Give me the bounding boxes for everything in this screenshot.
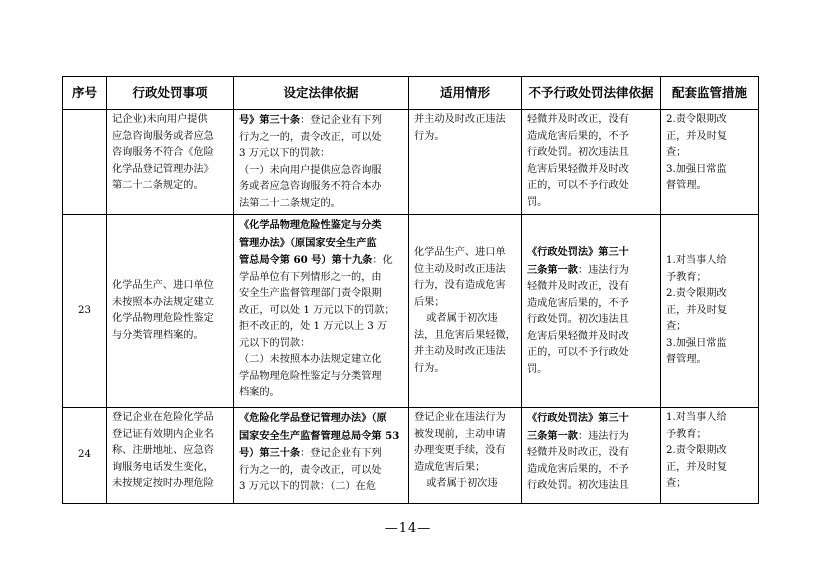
line-text: 行政处罚。初次违法且 — [527, 147, 629, 158]
cell-line — [527, 410, 656, 428]
cell-line — [414, 129, 517, 146]
cell-line — [239, 336, 404, 353]
line-text: 行为，没有造成危害 — [414, 280, 506, 291]
table-header-row — [63, 77, 759, 110]
cell-line — [239, 286, 404, 303]
cell-line — [239, 369, 404, 386]
cell-line: 未按照本办法规定建立 — [112, 296, 214, 308]
cell-line — [527, 195, 656, 212]
row-measures — [661, 110, 758, 197]
cell-line — [239, 163, 404, 180]
bold-text: 三条第一款 — [527, 429, 578, 442]
line-text: 法，且危害后果轻微， — [414, 329, 516, 341]
cell-line — [414, 410, 517, 427]
line-text: （二）未按照本办法规定建立化 — [239, 354, 382, 365]
cell-line — [239, 252, 404, 270]
cell-line — [414, 311, 517, 328]
page-number: —14— — [384, 521, 432, 536]
line-text: 法第二十二条规定的。 — [239, 197, 341, 209]
line-text: 学品物理危险性鉴定与分类管理 — [239, 370, 382, 382]
line-text: 档案的。 — [239, 387, 280, 398]
row-number — [63, 110, 107, 215]
cell-line: 登记证有效期内企业名 — [112, 428, 214, 440]
row-situation — [409, 243, 521, 379]
cell-line: 查； — [666, 147, 687, 158]
line-text: ：违法行为 — [577, 264, 629, 276]
row-item — [107, 276, 233, 346]
line-text: 后果； — [414, 296, 445, 308]
line-text: ：违法行为 — [577, 430, 629, 442]
row-basis-cell — [234, 408, 409, 504]
table-row — [63, 408, 759, 504]
row-item — [107, 408, 233, 495]
row-situation — [409, 110, 521, 147]
cell-line: 2.责令限期改 — [666, 114, 727, 125]
row-item-cell — [107, 215, 234, 408]
bold-text: 管总局令第 60 号）第十九条 — [239, 254, 373, 266]
cell-line — [414, 460, 517, 477]
line-text: 务或者应急咨询服务不符合本办 — [239, 181, 382, 192]
cell-line: 予教育； — [666, 271, 707, 283]
cell-line — [414, 443, 517, 460]
cell-line — [239, 319, 404, 336]
line-text: 造成危害后果的，不予 — [527, 463, 629, 475]
cell-line — [239, 385, 404, 402]
row-nopenalty — [522, 242, 660, 380]
line-text: 行为之一的，责令改正，可以处 — [239, 131, 382, 143]
cell-line — [239, 130, 404, 147]
row-number: 24 — [63, 408, 107, 504]
row-basis — [234, 215, 408, 404]
row-nopenalty-cell — [522, 215, 661, 408]
line-text: 元以下的罚款： — [239, 337, 311, 349]
line-text: 造成危害后果的，不予 — [527, 297, 629, 309]
cell-line: 3.加强日常监 — [666, 163, 727, 175]
cell-line — [414, 361, 517, 378]
line-text: 行政处罚。初次违法且 — [527, 480, 629, 491]
header-item: 行政处罚事项 — [107, 77, 234, 110]
header-no: 序号 — [63, 77, 107, 110]
cell-line: 2.责令限期改 — [666, 445, 727, 456]
row-basis-cell — [234, 110, 409, 215]
line-text: 或者属于初次违 — [426, 313, 498, 324]
line-text: 轻微并及时改正，没有 — [527, 447, 629, 458]
cell-line: 登记企业在危险化学品 — [112, 412, 214, 423]
line-text: 轻微并及时改正，没有 — [527, 281, 629, 292]
cell-line — [239, 196, 404, 213]
cell-line — [527, 145, 656, 162]
line-text: 并主动及时改正违法 — [414, 114, 506, 125]
line-text: 罚。 — [527, 363, 548, 375]
cell-line: 记企业)未向用户提供 — [112, 114, 208, 125]
cell-line — [414, 278, 517, 295]
cell-line — [527, 162, 656, 179]
bold-text: 《危险化学品登记管理办法》（原 — [239, 412, 387, 424]
line-text: 行为。 — [414, 362, 445, 374]
cell-line — [527, 129, 656, 146]
cell-line — [239, 270, 404, 287]
row-measures — [661, 408, 758, 495]
row-measures-cell — [661, 110, 759, 215]
cell-line — [239, 445, 404, 463]
line-text: 正的，可以不予行政处 — [527, 347, 629, 358]
cell-line: 应急咨询服务或者应急 — [112, 130, 214, 142]
row-basis — [234, 110, 408, 214]
cell-line — [414, 295, 517, 312]
cell-line — [239, 217, 404, 235]
cell-line — [239, 235, 404, 253]
line-text: 行为。 — [414, 130, 445, 142]
line-text: 被发现前，主动申请 — [414, 428, 506, 440]
cell-line — [239, 146, 404, 163]
cell-line: 督管理。 — [666, 354, 707, 366]
cell-line — [414, 245, 517, 262]
row-nopenalty-cell — [522, 408, 661, 504]
cell-line: 化学品登记管理办法》 — [112, 163, 214, 175]
line-text: ：化 — [372, 255, 393, 266]
table-row — [63, 110, 759, 215]
row-number: 23 — [63, 215, 107, 408]
line-text: 拒不改正的，处 1 万元以上 3 万 — [239, 321, 388, 332]
row-item-cell — [107, 110, 234, 215]
cell-line — [527, 178, 656, 195]
line-text: 办理变更手续，没有 — [414, 445, 506, 456]
cell-line: 第二十二条规定的。 — [112, 180, 204, 191]
header-situation: 适用情形 — [409, 77, 522, 110]
cell-line — [414, 427, 517, 444]
line-text: （一）未向用户提供应急咨询服 — [239, 164, 382, 176]
cell-line — [527, 312, 656, 329]
bold-text: 号》第三十条 — [239, 114, 301, 126]
header-measures: 配套监管措施 — [661, 77, 759, 110]
row-situation-cell — [409, 110, 522, 215]
row-measures-cell — [661, 408, 759, 504]
row-situation-cell — [409, 408, 522, 504]
cell-line: 1.对当事人给 — [666, 255, 727, 267]
table-row — [63, 215, 759, 408]
line-text: 安全生产监督管理部门责令限期 — [239, 288, 382, 299]
row-basis — [234, 408, 408, 498]
cell-line: 正，并及时复 — [666, 130, 728, 142]
cell-line — [527, 112, 656, 129]
row-measures-cell — [661, 215, 759, 408]
cell-line: 化学品生产、进口单位 — [112, 280, 214, 291]
cell-line — [527, 478, 656, 495]
line-text: 改正，可以处 1 万元以下的罚款； — [239, 304, 395, 316]
bold-text: 国家安全生产监督管理总局令第 53 — [239, 429, 400, 442]
cell-line: 查； — [666, 478, 687, 489]
row-situation-cell — [409, 215, 522, 408]
cell-line — [414, 112, 517, 129]
line-text: 危害后果轻微并及时改 — [527, 163, 629, 175]
cell-line — [527, 262, 656, 280]
cell-line: 正，并及时复 — [666, 304, 728, 316]
line-text: 化学品生产、进口单 — [414, 247, 506, 258]
cell-line — [527, 445, 656, 462]
cell-line — [414, 344, 517, 361]
bold-text: 三条第一款 — [527, 263, 578, 276]
line-text: 学品单位有下列情形之一的，由 — [239, 271, 382, 283]
bold-text: 《化学品物理危险性鉴定与分类 — [239, 219, 382, 231]
cell-line — [414, 262, 517, 279]
cell-line — [239, 112, 404, 130]
bold-text: 管理办法》（原国家安全生产监 — [239, 236, 377, 249]
cell-line — [239, 303, 404, 320]
line-text: 轻微并及时改正，没有 — [527, 114, 629, 125]
cell-line: 2.责令限期改 — [666, 288, 727, 300]
line-text: 3 万元以下的罚款： — [239, 148, 331, 159]
header-basis: 设定法律依据 — [234, 77, 409, 110]
cell-line: 3.加强日常监 — [666, 337, 727, 349]
cell-line — [527, 244, 656, 262]
cell-line: 督管理。 — [666, 180, 707, 191]
line-text: 登记企业在违法行为 — [414, 412, 506, 423]
line-text: 并主动及时改正违法 — [414, 346, 506, 357]
cell-line — [414, 328, 517, 345]
cell-line: 正，并及时复 — [666, 461, 728, 473]
cell-line — [527, 462, 656, 479]
row-item-cell — [107, 408, 234, 504]
bold-text: 号）第三十条 — [239, 447, 301, 459]
cell-line: 化学品物理危险性鉴定 — [112, 313, 214, 324]
line-text: 危害后果轻微并及时改 — [527, 330, 629, 342]
line-text: 正的，可以不予行政处 — [527, 180, 629, 191]
cell-line: 1.对当事人给 — [666, 412, 727, 423]
cell-line — [239, 179, 404, 196]
line-text: 或者属于初次违 — [426, 478, 498, 489]
row-situation — [409, 408, 521, 495]
cell-line: 称、注册地址、应急咨 — [112, 445, 214, 456]
cell-line: 咨询服务不符合《危险 — [112, 147, 214, 158]
row-basis-cell — [234, 215, 409, 408]
row-nopenalty-cell — [522, 110, 661, 215]
line-text: 罚。 — [527, 196, 548, 208]
cell-line — [527, 428, 656, 446]
cell-line — [239, 479, 404, 496]
line-text: ：登记企业有下列 — [300, 115, 382, 126]
cell-line — [527, 345, 656, 362]
cell-line — [527, 329, 656, 346]
row-measures — [661, 251, 758, 371]
line-text: 造成危害后果； — [414, 461, 486, 473]
bold-text: 《行政处罚法》第三十 — [527, 412, 629, 424]
line-text: 行为之一的，责令改正，可以处 — [239, 464, 382, 476]
bold-text: 《行政处罚法》第三十 — [527, 246, 629, 258]
line-text: 行政处罚。初次违法且 — [527, 314, 629, 325]
cell-line — [239, 428, 404, 446]
cell-line — [527, 362, 656, 379]
cell-line — [527, 296, 656, 313]
row-item — [107, 110, 233, 197]
row-nopenalty — [522, 110, 660, 213]
penalty-table — [62, 76, 759, 504]
cell-line: 未按规定按时办理危险 — [112, 478, 214, 489]
cell-line: 予教育； — [666, 428, 707, 440]
cell-line: 与分类管理档案的。 — [112, 329, 204, 341]
cell-line — [527, 279, 656, 296]
header-nopenalty: 不予行政处罚法律依据 — [522, 77, 661, 110]
cell-line — [414, 476, 517, 493]
cell-line — [239, 352, 404, 369]
cell-line: 查； — [666, 321, 687, 333]
line-text: ：登记企业有下列 — [300, 448, 382, 459]
cell-line: 询服务电话发生变化， — [112, 461, 214, 473]
line-text: 3 万元以下的罚款：（二）在危 — [239, 481, 377, 492]
cell-line — [239, 463, 404, 480]
line-text: 造成危害后果的，不予 — [527, 130, 629, 142]
line-text: 位主动及时改正违法 — [414, 263, 506, 275]
cell-line — [239, 410, 404, 428]
row-nopenalty — [522, 408, 660, 497]
